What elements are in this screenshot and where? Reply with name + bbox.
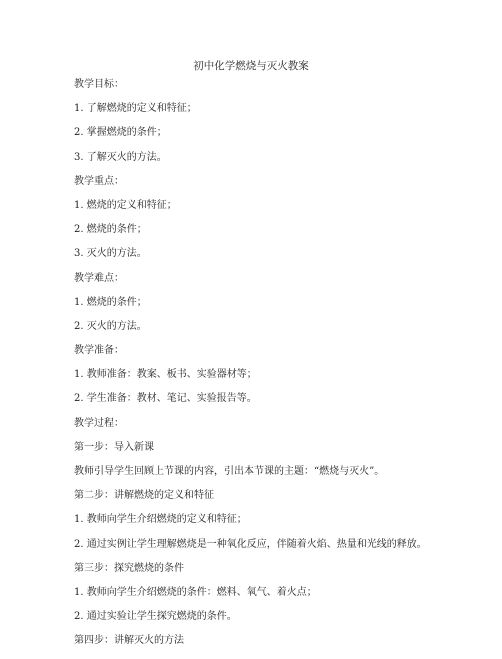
list-item: 3. 了解灭火的方法。 <box>74 151 167 163</box>
paragraph: 教师引导学生回顾上节课的内容，引出本节课的主题：“燃烧与灭火”。 <box>74 466 385 477</box>
section-heading-process: 教学过程： <box>74 417 124 429</box>
list-item: 2. 燃烧的条件； <box>74 224 147 236</box>
step-heading: 第一步：导入新课 <box>74 441 154 453</box>
section-heading-objectives: 教学目标： <box>74 79 124 90</box>
section-heading-key-points: 教学重点： <box>74 175 124 187</box>
list-item: 1. 教师准备：教案、板书、实验器材等； <box>74 369 257 381</box>
list-item: 1. 教师向学生介绍燃烧的条件：燃料、氧气、着火点； <box>74 586 317 598</box>
document-body <box>74 78 474 659</box>
list-item: 1. 了解燃烧的定义和特征； <box>74 103 197 115</box>
list-item: 2. 学生准备：教材、笔记、实验报告等。 <box>74 393 257 405</box>
section-heading-difficulties: 教学难点： <box>74 272 124 284</box>
list-item: 2. 掌握燃烧的条件； <box>74 127 167 139</box>
document-title: 初中化学燃烧与灭火教案 <box>193 60 309 72</box>
step-heading: 第二步：讲解燃烧的定义和特征 <box>74 490 214 502</box>
list-item: 2. 通过实例让学生理解燃烧是一种氧化反应，伴随着火焰、热量和光线的释放。 <box>74 538 427 550</box>
list-item: 2. 通过实验让学生探究燃烧的条件。 <box>74 611 237 623</box>
list-item: 1. 教师向学生介绍燃烧的定义和特征； <box>74 514 247 526</box>
list-item: 2. 灭火的方法。 <box>74 320 147 332</box>
list-item: 1. 燃烧的条件； <box>74 296 147 308</box>
section-heading-preparation: 教学准备： <box>74 345 124 357</box>
list-item: 3. 灭火的方法。 <box>74 248 147 260</box>
list-item: 1. 燃烧的定义和特征； <box>74 199 177 211</box>
step-heading: 第三步：探究燃烧的条件 <box>74 562 184 574</box>
step-heading: 第四步：讲解灭火的方法 <box>74 635 184 647</box>
